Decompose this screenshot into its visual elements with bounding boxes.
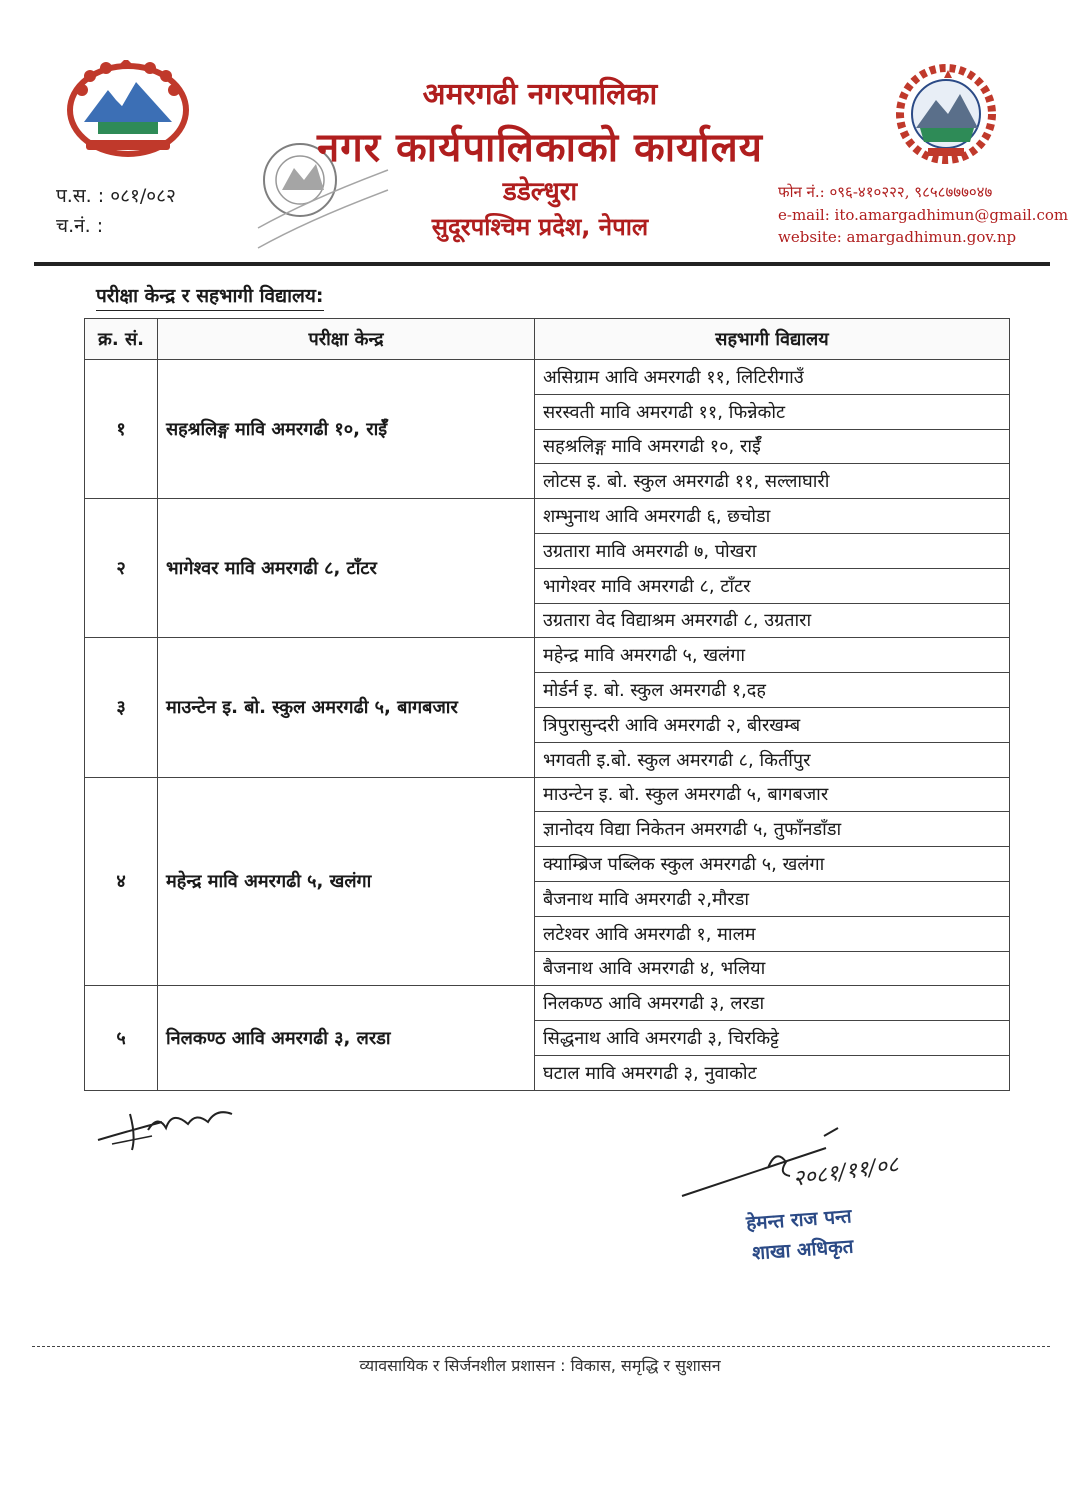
participating-school-cell: भागेश्वर मावि अमरगढी ८, टाँटर [535,568,1010,603]
section-title: परीक्षा केन्द्र र सहभागी विद्यालय: [96,282,324,311]
municipality-name: अमरगढी नगरपालिका [422,77,658,112]
participating-school-cell: सरस्वती मावि अमरगढी ११, फिन्नेकोट [535,394,1010,429]
participating-school-cell: घटाल मावि अमरगढी ३, नुवाकोट [535,1055,1010,1090]
participating-school-cell: भगवती इ.बो. स्कुल अमरगढी ८, किर्तीपुर [535,742,1010,777]
contact-website: website: amargadhimun.gov.np [778,228,1017,246]
table-row [85,499,1010,534]
exam-center-table [84,318,1010,1091]
participating-school-cell: त्रिपुरासुन्दरी आवि अमरगढी २, बीरखम्ब [535,707,1010,742]
signatory-title: शाखा अधिकृत [751,1235,855,1265]
participating-school-cell: माउन्टेन इ. बो. स्कुल अमरगढी ५, बागबजार [535,777,1010,812]
office-name: नगर कार्यपालिकाको कार्यालय [317,125,763,171]
serial-number-cell: २ [85,499,158,638]
participating-school-cell: सहश्रलिङ्ग मावि अमरगढी १०, राईँ [535,429,1010,464]
participating-school-cell: शम्भुनाथ आवि अमरगढी ६, छचोडा [535,499,1010,534]
signatory-name: हेमन्त राज पन्त [745,1205,853,1235]
dispatch-number: च.नं. : [56,215,104,237]
signature-date: २०८१/११/०८ [791,1152,901,1192]
participating-school-cell: निलकण्ठ आवि अमरगढी ३, लरडा [535,986,1010,1021]
serial-number-cell: १ [85,360,158,499]
participating-school-cell: असिग्राम आवि अमरगढी ११, लिटिरीगाउँ [535,360,1010,395]
serial-number-cell: ५ [85,986,158,1090]
participating-school-cell: बैजनाथ आवि अमरगढी ४, भलिया [535,951,1010,986]
table-row [85,360,1010,395]
contact-phone: फोन नं.: ०९६-४१०२२२, ९८५८७७७०४७ [778,183,993,201]
participating-school-cell: सिद्धनाथ आवि अमरगढी ३, चिरकिट्टे [535,1021,1010,1056]
participating-school-cell: लटेश्वर आवि अमरगढी १, मालम [535,916,1010,951]
column-header-center: परीक्षा केन्द्र [158,319,535,360]
participating-school-cell: ज्ञानोदय विद्या निकेतन अमरगढी ५, तुफाँनडाँडा [535,812,1010,847]
serial-number-cell: ४ [85,777,158,986]
left-signature [92,1100,252,1160]
table-row [85,986,1010,1021]
participating-school-cell: उग्रतारा वेद विद्याश्रम अमरगढी ८, उग्रतारा [535,603,1010,638]
province-name: सुदूरपश्चिम प्रदेश, नेपाल [431,213,649,241]
table-header-row [85,319,1010,360]
exam-center-cell: महेन्द्र मावि अमरगढी ५, खलंगा [158,777,535,986]
table-row [85,777,1010,812]
participating-school-cell: बैजनाथ मावि अमरगढी २,मौरडा [535,881,1010,916]
district-name: डडेल्धुरा [502,177,578,207]
participating-school-cell: लोटस इ. बो. स्कुल अमरगढी ११, सल्लाघारी [535,464,1010,499]
reference-number: प.स. : ०८१/०८२ [56,185,176,207]
participating-school-cell: मोर्डर्न इ. बो. स्कुल अमरगढी १,दह [535,673,1010,708]
serial-number-cell: ३ [85,638,158,777]
participating-school-cell: उग्रतारा मावि अमरगढी ७, पोखरा [535,533,1010,568]
exam-center-cell: सहश्रलिङ्ग मावि अमरगढी १०, राईँ [158,360,535,499]
exam-center-cell: निलकण्ठ आवि अमरगढी ३, लरडा [158,986,535,1090]
participating-school-cell: महेन्द्र मावि अमरगढी ५, खलंगा [535,638,1010,673]
footer-motto: व्यावसायिक र सिर्जनशील प्रशासन : विकास, समृद्धि र सुशासन [359,1356,721,1375]
contact-email: e-mail: ito.amargadhimun@gmail.com [778,206,1069,224]
column-header-schools: सहभागी विद्यालय [535,319,1010,360]
exam-center-cell: माउन्टेन इ. बो. स्कुल अमरगढी ५, बागबजार [158,638,535,777]
column-header-sn: क्र. सं. [85,319,158,360]
table-row [85,638,1010,673]
table-body [85,360,1010,1091]
right-signature [676,1118,936,1208]
exam-center-cell: भागेश्वर मावि अमरगढी ८, टाँटर [158,499,535,638]
footer-divider [32,1346,1050,1347]
participating-school-cell: क्याम्ब्रिज पब्लिक स्कुल अमरगढी ५, खलंगा [535,847,1010,882]
header-divider [34,262,1050,266]
